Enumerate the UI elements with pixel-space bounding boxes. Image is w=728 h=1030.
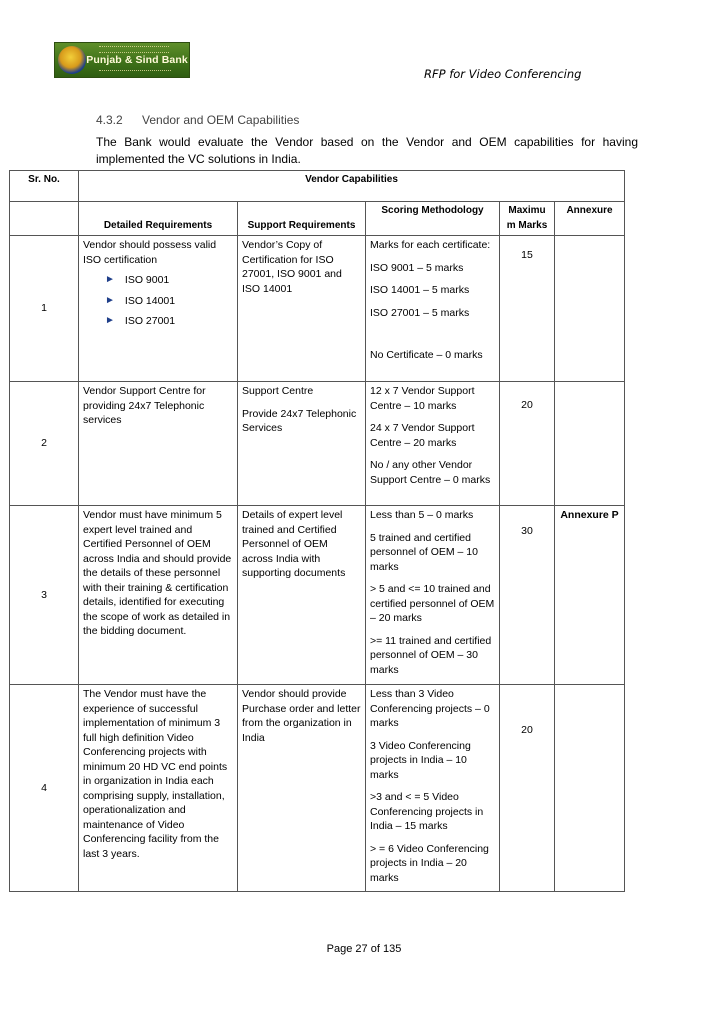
header-annexure: Annexure bbox=[555, 202, 625, 236]
row-annexure bbox=[555, 685, 625, 892]
page-total: 135 bbox=[382, 943, 402, 955]
page-label: Page bbox=[326, 943, 353, 955]
detailed-text: Vendor should possess valid ISO certification bbox=[83, 239, 217, 266]
bank-emblem-icon bbox=[58, 46, 86, 74]
row-annexure bbox=[555, 382, 625, 506]
row-detailed-requirements: Vendor must have minimum 5 expert level trained and Certified Personnel of OEM across India and should provide the details of these personnel with their training & certification details, identified for executing the scope of work as detailed in the bidding document. bbox=[79, 506, 238, 685]
row-annexure bbox=[555, 236, 625, 382]
row-max-marks: 30 bbox=[500, 506, 555, 685]
logo-tagline-decoration bbox=[99, 46, 169, 53]
table-row bbox=[10, 506, 625, 685]
header-scoring-methodology: Scoring Methodology bbox=[366, 202, 500, 236]
table-header-row bbox=[10, 171, 625, 202]
row-scoring-methodology: Less than 5 – 0 marks 5 trained and certified personnel of OEM – 10 marks > 5 and <= 10 trained and certified personnel of OEM – 20 marks >= 11 trained and certified personnel of OEM – 30 marks bbox=[366, 506, 500, 685]
header-maximum-marks: Maximu m Marks bbox=[500, 202, 555, 236]
row-max-marks: 15 bbox=[500, 236, 555, 382]
row-support-requirements: Vendor’s Copy of Certification for ISO 27001, ISO 9001 and ISO 14001 bbox=[238, 236, 366, 382]
table-subheader-row bbox=[10, 202, 625, 236]
row-detailed-requirements: The Vendor must have the experience of successful implementation of minimum 3 full high definition Video Conferencing projects with minimum 20 HD VC end points in organization in India each comprising supply, installation, operationalization and maintenance of Video Conferencing facility from the last 3 years. bbox=[79, 685, 238, 892]
row-sr-no: 1 bbox=[10, 236, 79, 382]
row-sr-no: 2 bbox=[10, 382, 79, 506]
arrow-bullet-icon: ► bbox=[105, 294, 115, 306]
row-annexure: Annexure P bbox=[555, 506, 625, 685]
row-detailed-requirements: Vendor Support Centre for providing 24x7 Telephonic services bbox=[79, 382, 238, 506]
row-support-requirements: Support Centre Provide 24x7 Telephonic Services bbox=[238, 382, 366, 506]
header-detailed-requirements: Detailed Requirements bbox=[79, 202, 238, 236]
header-vendor-capabilities: Vendor Capabilities bbox=[79, 171, 625, 202]
document-title: RFP for Video Conferencing bbox=[424, 67, 582, 81]
row-max-marks: 20 bbox=[500, 685, 555, 892]
list-item: ► ISO 14001 bbox=[105, 294, 176, 307]
row-sr-no: 4 bbox=[10, 685, 79, 892]
header-blank bbox=[10, 202, 79, 236]
row-detailed-requirements bbox=[79, 236, 238, 382]
page-footer bbox=[0, 943, 728, 955]
table-row bbox=[10, 382, 625, 506]
logo-subtitle-decoration bbox=[99, 70, 171, 75]
logo-text: Punjab & Sind Bank bbox=[86, 54, 188, 66]
page-current: 27 bbox=[355, 943, 368, 955]
section-heading bbox=[96, 113, 299, 127]
table-row bbox=[10, 685, 625, 892]
arrow-bullet-icon: ► bbox=[105, 274, 115, 285]
row-scoring-methodology: 12 x 7 Vendor Support Centre – 10 marks 24 x 7 Vendor Support Centre – 20 marks No / any other Vendor Support Centre – 0 marks bbox=[366, 382, 500, 506]
row-sr-no: 3 bbox=[10, 506, 79, 685]
row-support-requirements: Details of expert level trained and Certified Personnel of OEM across India with supporting documents bbox=[238, 506, 366, 685]
row-scoring-methodology: Less than 3 Video Conferencing projects – 0 marks 3 Video Conferencing projects in India – 10 marks >3 and < = 5 Video Conferencing projects in India – 15 marks > = 6 Video Conferencing projects in India – 20 marks bbox=[366, 685, 500, 892]
page-of: of bbox=[370, 943, 380, 955]
list-item: ► ISO 9001 bbox=[105, 274, 170, 286]
row-support-requirements: Vendor should provide Purchase order and letter from the organization in India bbox=[238, 685, 366, 892]
vendor-capabilities-table bbox=[9, 170, 625, 892]
section-number: 4.3.2 bbox=[96, 113, 123, 127]
header-support-requirements: Support Requirements bbox=[238, 202, 366, 236]
section-intro: The Bank would evaluate the Vendor based on the Vendor and OEM capabilities for having implemented the VC solutions in India. bbox=[96, 135, 638, 166]
header-sr-no: Sr. No. bbox=[10, 171, 79, 202]
row-scoring-methodology: Marks for each certificate: ISO 9001 – 5 marks ISO 14001 – 5 marks ISO 27001 – 5 marks No Certificate – 0 marks bbox=[366, 236, 500, 382]
row-max-marks: 20 bbox=[500, 382, 555, 506]
section-title: Vendor and OEM Capabilities bbox=[142, 113, 300, 127]
list-item: ► ISO 27001 bbox=[105, 315, 176, 327]
bank-logo bbox=[54, 42, 190, 78]
arrow-bullet-icon: ► bbox=[105, 315, 115, 326]
table-row bbox=[10, 236, 625, 382]
